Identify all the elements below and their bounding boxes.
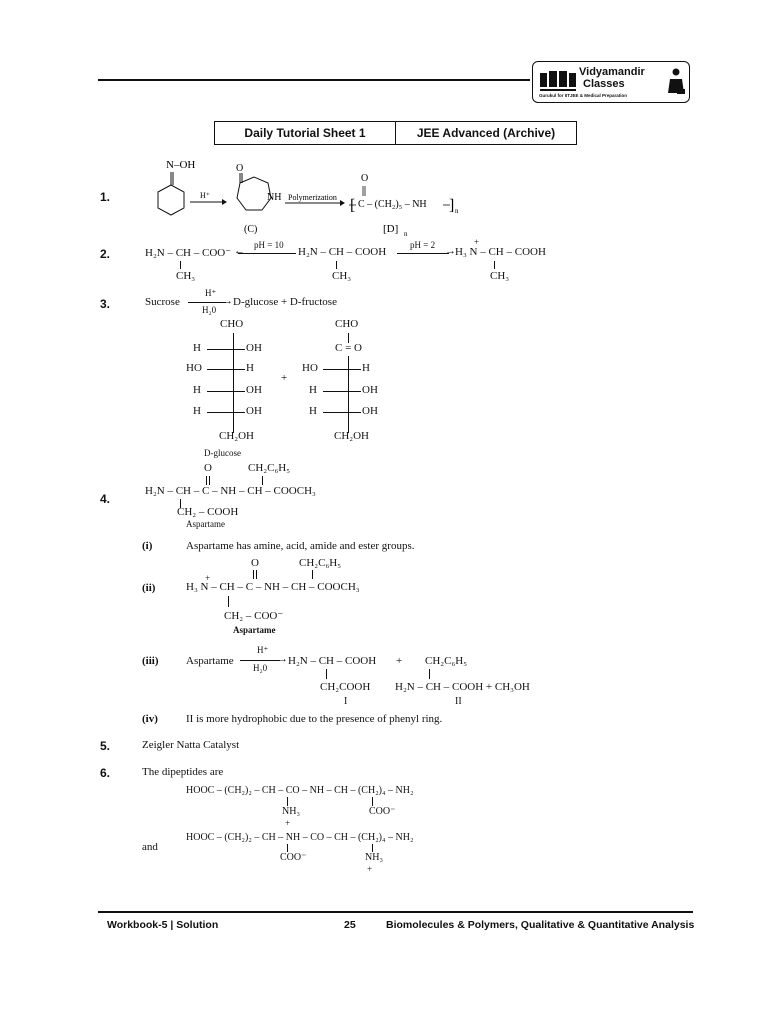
q4-i-label: (i) (142, 540, 153, 552)
glucose-r2-right: H (246, 362, 254, 374)
dipeptide-1: HOOC – (CH₂)₂ – CH – CO – NH – CH – (CH₂)₄ – NH₂ (186, 785, 414, 796)
title-box (214, 121, 577, 145)
polymer-formula: C – (CH₂)₅ – NH (358, 199, 427, 210)
q1-reagent: H⁺ (200, 191, 210, 200)
aspartame-bottom: CH₂ – COOH (177, 506, 239, 518)
q4-iv-label: (iv) (142, 713, 158, 725)
title-left: Daily Tutorial Sheet 1 (215, 122, 396, 144)
glucose-r1-left: H (193, 342, 201, 354)
book-logo-icon (539, 68, 579, 94)
q2-right-plus: + (474, 237, 480, 247)
fructose-r3-right: OH (362, 405, 378, 417)
q4-iii-lhs: Aspartame (186, 655, 234, 667)
dipeptide-1-sub-right: COO⁻ (369, 806, 396, 817)
glucose-r3-left: H (193, 384, 201, 396)
q2-left-sub: CH₃ (176, 270, 196, 282)
q3-plus: + (281, 372, 288, 384)
q2-right: H₃ N – CH – COOH (455, 246, 546, 258)
d-n: n (404, 230, 408, 238)
glucose-r3-right: OH (246, 384, 262, 396)
q4-ii-caption: Aspartame (233, 625, 276, 635)
q2-arrow-right: pH = 2 (410, 240, 436, 250)
q4-ii-bottom: CH₂ – COO⁻ (224, 610, 284, 622)
footer-page: 25 (344, 919, 356, 931)
q3-number: 3. (100, 297, 111, 311)
q2-middle-sub: CH₃ (332, 270, 352, 282)
aspartame-o: O (204, 462, 212, 474)
q2-left: H₂N – CH – COO⁻ (145, 247, 232, 259)
cyclohexane-ring (158, 185, 184, 215)
fructose-r1-right: H (362, 362, 370, 374)
q4-ii-main: H₃ N – CH – C – NH – CH – COOCH₃ (186, 581, 360, 593)
dipeptide-2-sub-right: NH₃ (365, 852, 383, 863)
polymer-o: O (361, 173, 369, 184)
q2-number: 2. (100, 247, 111, 261)
svg-text:[: [ (350, 197, 356, 214)
title-right: JEE Advanced (Archive) (416, 126, 556, 140)
q2-right-sub: CH₃ (490, 270, 510, 282)
q4-iii-p2-tag: II (455, 696, 462, 707)
oxime-group: N–OH (166, 159, 196, 171)
glucose-bottom: CH₂OH (219, 430, 255, 442)
logo-tagline: Gurukul for IITJEE & Medical Preparation (539, 93, 628, 98)
dipeptide-2-sub-left: COO⁻ (280, 852, 307, 863)
q4-iii-label: (iii) (142, 655, 159, 667)
glucose-r2-left: HO (186, 362, 202, 374)
q2-arrow-left: pH = 10 (254, 240, 284, 250)
fructose-second: C = O (335, 342, 362, 354)
footer-right: Biomolecules & Polymers, Qualitative & Quantitative Analysis (386, 919, 695, 931)
q1-number: 1. (100, 190, 111, 204)
fructose-r2-left: H (309, 384, 317, 396)
q4-ii-label: (ii) (142, 582, 156, 594)
q5-number: 5. (100, 739, 111, 753)
q6-intro: The dipeptides are (142, 766, 224, 778)
glucose-r4-right: OH (246, 405, 262, 417)
fructose-bottom: CH₂OH (334, 430, 370, 442)
dipeptide-1-sub-left: NH₃ (282, 806, 300, 817)
q4-iv-text: II is more hydrophobic due to the presence of phenyl ring. (186, 713, 443, 725)
svg-text:O: O (236, 163, 244, 174)
fructose-r3-left: H (309, 405, 317, 417)
q4-i-text: Aspartame has amine, acid, amide and ester groups. (186, 540, 415, 552)
glucose-top: CHO (220, 318, 244, 330)
q6-number: 6. (100, 766, 111, 780)
q4-ii-plus: + (205, 573, 211, 583)
q4-iii-p2: H₂N – CH – COOH + CH₃OH (395, 681, 530, 693)
q4-iii-reagent-bottom: H₂0 (253, 663, 268, 673)
q2-middle: H₂N – CH – COOH (298, 246, 387, 258)
reader-logo-icon (665, 67, 687, 97)
q4-number: 4. (100, 492, 111, 506)
glucose-r1-right: OH (246, 342, 262, 354)
footer-left: Workbook-5 | Solution (107, 919, 219, 931)
q5-text: Zeigler Natta Catalyst (142, 739, 240, 751)
d-label: [D] (383, 223, 399, 235)
product-c-label: (C) (244, 224, 258, 235)
q6-and: and (142, 841, 158, 853)
logo (532, 61, 690, 103)
q3-reagent-bottom: H₂0 (202, 305, 217, 315)
q4-ii-o: O (251, 557, 259, 569)
logo-line2: Classes (583, 78, 625, 90)
q4-iii-reagent-top: H⁺ (257, 645, 269, 655)
aspartame-label: Aspartame (186, 519, 225, 529)
fructose-r2-right: OH (362, 384, 378, 396)
q4-iii-plus: + (396, 655, 403, 667)
header-rule (98, 79, 530, 81)
q1-reaction (140, 150, 480, 238)
polymer-n: n (455, 207, 459, 215)
dipeptide-1-plus: + (285, 818, 291, 828)
caprolactam-nh: NH (267, 192, 282, 203)
glucose-r4-left: H (193, 405, 201, 417)
aspartame-top-right: CH₂C₆H₅ (248, 462, 291, 474)
q4-ii-top-right: CH₂C₆H₅ (299, 557, 342, 569)
fructose-top: CHO (335, 318, 359, 330)
fructose-r1-left: HO (302, 362, 318, 374)
q3-lhs: Sucrose (145, 296, 180, 308)
q4-iii-p1-tag: I (344, 696, 348, 707)
q4-iii-p2-top: CH₂C₆H₅ (425, 655, 468, 667)
q3-rhs: D-glucose + D-fructose (233, 296, 337, 308)
svg-text:]: ] (449, 197, 455, 214)
footer-rule (98, 911, 693, 913)
polymerization-label: Polymerization (288, 193, 337, 202)
glucose-label: D-glucose (204, 448, 241, 458)
q3-reagent-top: H⁺ (205, 288, 217, 298)
q4-iii-p1: H₂N – CH – COOH (288, 655, 377, 667)
dipeptide-2: HOOC – (CH₂)₂ – CH – NH – CO – CH – (CH₂)₄ – NH₂ (186, 832, 414, 843)
dipeptide-2-plus: + (367, 864, 373, 874)
q4-iii-p1-sub: CH₂COOH (320, 681, 371, 693)
logo-line1: Vidyamandir (579, 66, 645, 78)
aspartame-main: H₂N – CH – C – NH – CH – COOCH₃ (145, 485, 316, 497)
